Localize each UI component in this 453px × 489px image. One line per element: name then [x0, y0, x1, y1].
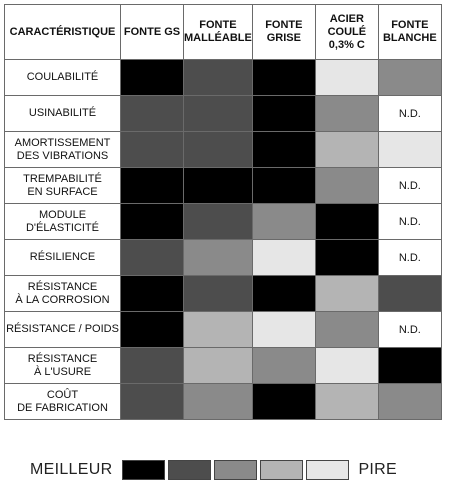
table-row [5, 168, 442, 204]
rating-cell [378, 60, 441, 96]
table-row [5, 276, 442, 312]
row-label-line: À LA CORROSION [15, 293, 110, 306]
rating-cell [315, 132, 378, 168]
row-label [5, 96, 121, 132]
row-label [5, 348, 121, 384]
row-label [5, 240, 121, 276]
rating-cell [121, 348, 184, 384]
legend [30, 458, 397, 482]
row-label-line: TREMPABILITÉ [23, 172, 102, 185]
rating-cell [121, 168, 184, 204]
not-determined-text: N.D. [398, 323, 421, 336]
table-row [5, 132, 442, 168]
table-row [5, 312, 442, 348]
rating-cell [184, 132, 253, 168]
header-line: FONTE [199, 19, 237, 31]
row-label [5, 204, 121, 240]
header-column-4 [378, 5, 441, 60]
rating-cell [252, 312, 315, 348]
rating-cell [184, 384, 253, 420]
legend-swatch [260, 460, 303, 480]
rating-cell [315, 168, 378, 204]
rating-cell [184, 276, 253, 312]
rating-cell [378, 276, 441, 312]
rating-cell [121, 312, 184, 348]
rating-cell [121, 132, 184, 168]
row-label-line: AMORTISSEMENT [14, 136, 111, 149]
header-column-3 [315, 5, 378, 60]
legend-swatch [168, 460, 211, 480]
legend-worst-label: PIRE [358, 461, 397, 478]
header-column-1 [184, 5, 253, 60]
not-determined-text: N.D. [398, 251, 421, 264]
rating-cell [252, 204, 315, 240]
not-determined-text: N.D. [398, 107, 421, 120]
rating-cell [252, 168, 315, 204]
rating-cell [121, 384, 184, 420]
comparison-table [4, 4, 442, 420]
legend-swatch [122, 460, 165, 480]
table-row [5, 60, 442, 96]
rating-cell [184, 348, 253, 384]
header-column-0 [121, 5, 184, 60]
header-caracteristique: CARACTÉRISTIQUE [5, 5, 121, 60]
legend-swatch [306, 460, 349, 480]
row-label-line: USINABILITÉ [28, 107, 97, 119]
legend-swatch [214, 460, 257, 480]
rating-cell [378, 204, 441, 240]
table-row [5, 240, 442, 276]
rating-cell [121, 240, 184, 276]
not-determined-text: N.D. [398, 215, 421, 228]
rating-cell [184, 240, 253, 276]
row-label [5, 312, 121, 348]
rating-cell [121, 96, 184, 132]
row-label-line: RÉSISTANCE / POIDS [6, 323, 119, 335]
header-line: ACIER [329, 12, 364, 25]
rating-cell [252, 384, 315, 420]
legend-best-label: MEILLEUR [30, 461, 113, 478]
header-line: FONTE [391, 19, 429, 31]
rating-cell [315, 312, 378, 348]
table-row [5, 348, 442, 384]
row-label [5, 276, 121, 312]
rating-cell [378, 168, 441, 204]
header-line: GRISE [266, 32, 301, 44]
header-line: FONTE [265, 19, 303, 31]
rating-cell [378, 96, 441, 132]
row-label-line: EN SURFACE [27, 185, 98, 198]
rating-cell [315, 384, 378, 420]
row-label-line: RÉSILIENCE [29, 251, 96, 263]
rating-cell [184, 312, 253, 348]
rating-cell [378, 384, 441, 420]
header-line: FONTE GS [123, 25, 181, 38]
header-line: 0,3% C [328, 38, 365, 51]
table-row [5, 96, 442, 132]
rating-cell [315, 60, 378, 96]
row-label [5, 384, 121, 420]
rating-cell [378, 132, 441, 168]
rating-cell [252, 240, 315, 276]
rating-cell [252, 276, 315, 312]
row-label-line: À L'USURE [33, 365, 92, 378]
row-label-line: DE FABRICATION [17, 401, 108, 414]
rating-cell [121, 276, 184, 312]
table-row [5, 384, 442, 420]
header-row [5, 5, 442, 60]
comparison-table-wrapper [4, 4, 442, 420]
rating-cell [378, 312, 441, 348]
row-label-line: RÉSISTANCE [27, 280, 98, 293]
row-label-line: DES VIBRATIONS [16, 149, 109, 162]
rating-cell [121, 60, 184, 96]
rating-cell [315, 240, 378, 276]
row-label [5, 132, 121, 168]
rating-cell [252, 60, 315, 96]
rating-cell [252, 348, 315, 384]
rating-cell [315, 348, 378, 384]
row-label [5, 168, 121, 204]
header-line: COULÉ [327, 25, 367, 38]
row-label [5, 60, 121, 96]
row-label-line: COULABILITÉ [26, 71, 99, 83]
not-determined-text: N.D. [398, 179, 421, 192]
header-line: MALLÉABLE [184, 32, 252, 44]
rating-cell [252, 96, 315, 132]
rating-cell [378, 240, 441, 276]
rating-cell [184, 60, 253, 96]
rating-cell [315, 276, 378, 312]
row-label-line: RÉSISTANCE [27, 352, 98, 365]
rating-cell [252, 132, 315, 168]
table-row [5, 204, 442, 240]
header-column-2 [252, 5, 315, 60]
rating-cell [121, 204, 184, 240]
row-label-line: D'ÉLASTICITÉ [25, 221, 99, 234]
row-label-line: COÛT [46, 388, 79, 401]
rating-cell [184, 204, 253, 240]
rating-cell [315, 96, 378, 132]
header-line: BLANCHE [382, 32, 437, 44]
rating-cell [184, 168, 253, 204]
table-body [5, 60, 442, 420]
rating-cell [378, 348, 441, 384]
rating-cell [184, 96, 253, 132]
rating-cell [315, 204, 378, 240]
row-label-line: MODULE [38, 208, 87, 221]
